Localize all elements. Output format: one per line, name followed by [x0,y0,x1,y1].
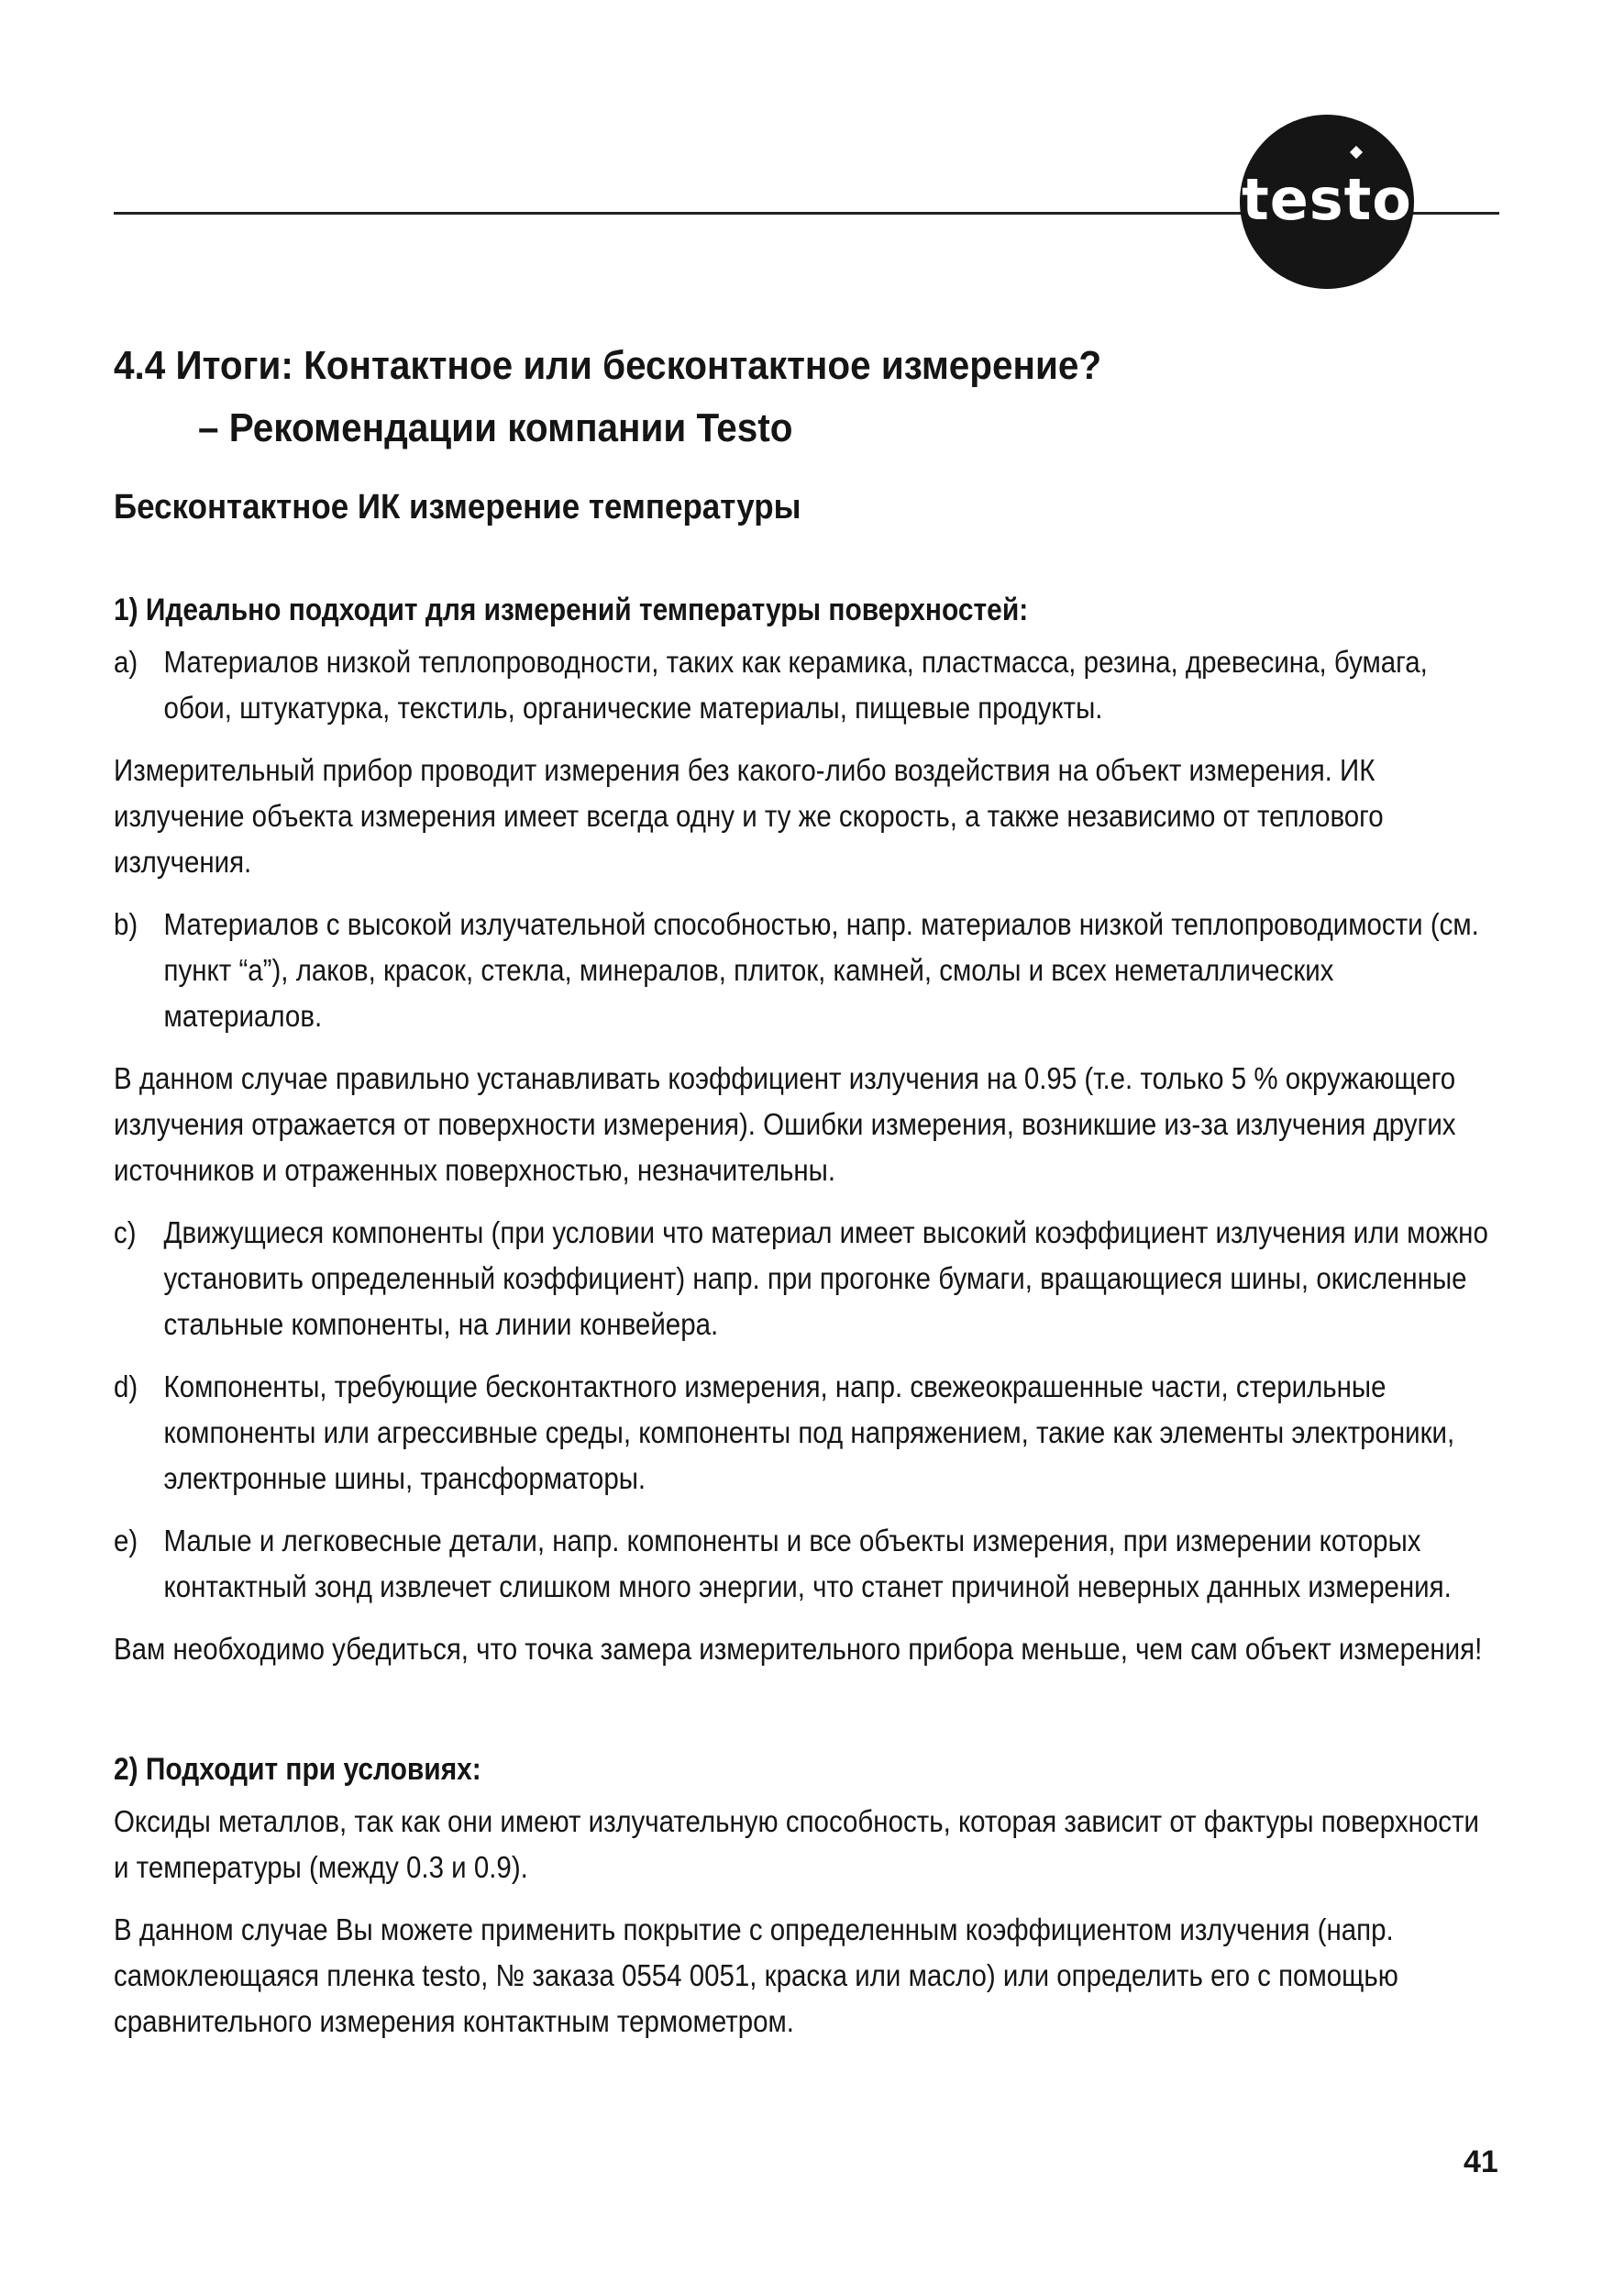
section1-title: 1) Идеально подходит для измерений температуры поверхностей: [114,593,1029,627]
section-heading [114,335,1396,460]
list-item-c [114,1211,1498,1348]
list-item-text: Малые и легковесные детали, напр. компоненты и все объекты измерения, при измерении которых контактный зонд извлечет слишком много энергии, что станет причиной неверных данных измерения. [163,1524,1452,1604]
logo-text: testo [1242,166,1412,233]
list-marker: d) [114,1370,138,1404]
subheading: Бесконтактное ИК измерение температуры [114,488,801,526]
section2-paragraph-1: Оксиды металлов, так как они имеют излучательную способность, которая зависит от фактуры поверхности и температуры (между 0.3 и 0.9). [114,1805,1479,1885]
list-item-b [114,903,1498,1040]
section-heading-line1: 4.4 Итоги: Контактное или бесконтактное измерение? [114,343,1102,388]
logo-star-icon [1350,146,1363,159]
section-heading-line2: – Рекомендации компании Testo [198,405,793,450]
section-spacer [114,1690,1498,1746]
list-marker: c) [114,1216,137,1250]
list-marker: b) [114,908,138,942]
header-rule-right [1412,212,1499,215]
section2-paragraph-2: В данном случае Вы можете применить покрытие с определенным коэффициентом излучения (напр. самоклеющаяся пленка testo, № заказа 0554 0051, краска или масло) или определить его с помощью сравнительного измерения контактным термометром. [114,1913,1398,2039]
list-item-text: Материалов с высокой излучательной способностью, напр. материалов низкой теплопроводимости (см. пункт “a”), лаков, красок, стекла, минералов, плиток, камней, смолы и всех неметаллических материалов. [163,908,1479,1034]
list-marker: e) [114,1524,138,1558]
body-content [114,587,1498,2062]
list-marker: a) [114,646,138,680]
page-number: 41 [1464,2145,1498,2179]
list-item-d [114,1365,1498,1502]
list-item-a [114,640,1498,732]
paragraph-e: Вам необходимо убедиться, что точка замера измерительного прибора меньше, чем сам объект измерения! [114,1633,1483,1667]
section2-title: 2) Подходит при условиях: [114,1752,481,1787]
header-rule-left [114,212,1242,215]
testo-logo [1240,115,1414,289]
list-item-text: Материалов низкой теплопроводности, таких как керамика, пластмасса, резина, древесина, бумага, обои, штукатурка, текстиль, органические материалы, пищевые продукты. [163,646,1428,726]
list-item-text: Движущиеся компоненты (при условии что материал имеет высокий коэффициент излучения или можно установить определенный коэффициент) напр. при прогонке бумаги, вращающиеся шины, окисленные стальные компоненты, на линии конвейера. [163,1216,1488,1342]
paragraph-b: В данном случае правильно устанавливать коэффициент излучения на 0.95 (т.е. только 5 % окружающего излучения отражается от поверхности измерения). Ошибки измерения, возникшие из-за излучения других источников и отраженных поверхностью, незначительны. [114,1062,1456,1188]
list-item-text: Компоненты, требующие бесконтактного измерения, напр. свежеокрашенные части, стерильные компоненты или агрессивные среды, компоненты под напряжением, такие как элементы электроники, электронные шины, трансформаторы. [163,1370,1455,1496]
paragraph-a: Измерительный прибор проводит измерения без какого-либо воздействия на объект измерения. ИК излучение объекта измерения имеет всегда одну и ту же скорость, а также независимо от теплового излучения. [114,754,1384,880]
list-item-e [114,1519,1498,1611]
